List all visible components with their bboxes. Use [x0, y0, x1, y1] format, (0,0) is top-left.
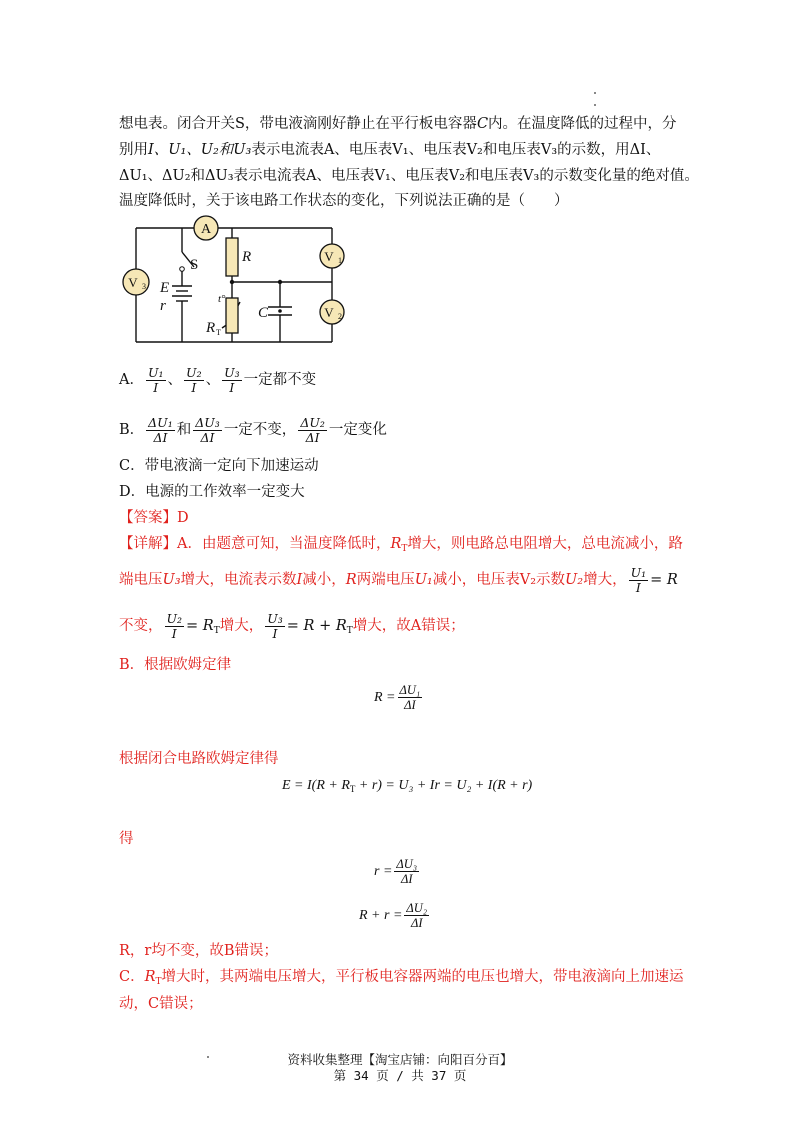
v1-label: V	[324, 249, 334, 264]
detail-b-1: B．根据欧姆定律	[119, 657, 232, 673]
question-line-4: 温度降低时，关于该电路工作状态的变化，下列说法正确的是（ ）	[119, 193, 569, 209]
question-line-2: 别用I、U₁、U₂和U₃表示电流表A、电压表V₁、电压表V₂和电压表V₃的示数，用ΔI、	[119, 142, 661, 158]
circuit-diagram	[118, 212, 358, 352]
question-line-1: 想电表。闭合开关S，带电液滴刚好静止在平行板电容器C内。在温度降低的过程中，分	[119, 116, 677, 132]
emf-label: E	[160, 280, 170, 296]
thermistor-sub: T	[216, 328, 221, 337]
option-a: A． $\frac{\text{U₁}}{I}$ 、 $\frac{\text{U₂}}{I}$ 、 $\frac{\text{U₃}}{I}$ 一定都不变	[119, 364, 317, 395]
equation-r-internal: r = $\frac{\text{ΔU₃}}{\Delta I}$	[374, 857, 418, 887]
option-d: D．电源的工作效率一定变大	[119, 484, 305, 500]
internal-resistance-label: r	[160, 298, 166, 314]
option-b: B． $\frac{\text{ΔU₁}}{\Delta I}$ 和 $\frac{\text{ΔU₃}}{\Delta I}$ 一定不变， $\frac{\text{ΔU₂}}{\Delta I}$ 一定变化	[119, 414, 387, 445]
v3-label: V	[128, 275, 138, 290]
question-line-3: ΔU₁、ΔU₂和ΔU₃表示电流表A、电压表V₁、电压表V₂和电压表V₃的示数变化量的绝对值。	[119, 168, 699, 184]
v3-sub: 3	[142, 282, 146, 291]
option-c: C．带电液滴一定向下加速运动	[119, 458, 319, 474]
switch-contact	[180, 267, 185, 272]
equation-closed-circuit: $E = I(R + R_T + r) = U_3 + Ir = U_2 + I(R + r)$	[282, 778, 533, 794]
detail-b-4: R，r均不变，故B错误；	[119, 943, 279, 959]
scan-dot	[594, 92, 596, 94]
detail-line-1: 【详解】A．由题意可知，当温度降低时，$R_T$增大，则电路总电阻增大，总电流减小，路	[119, 536, 683, 554]
temperature-label: t°	[218, 293, 226, 305]
answer-label: 【答案】D	[119, 510, 189, 526]
scan-dot	[594, 104, 596, 106]
thermistor-rt	[226, 298, 238, 333]
equation-r: R = $\frac{\text{ΔU₁}}{\Delta I}$	[374, 683, 421, 713]
resistor-r	[226, 238, 238, 276]
charged-droplet	[278, 309, 282, 313]
capacitor-label: C	[258, 305, 269, 321]
v2-label: V	[324, 305, 334, 320]
equation-r-plus-r: R + r = $\frac{\text{ΔU₂}}{\Delta I}$	[359, 901, 428, 931]
junction	[278, 280, 282, 284]
resistor-label: R	[242, 249, 252, 265]
detail-line-2: 端电压U₃增大，电流表示数I减小，R两端电压U₁减小，电压表V₂示数U₂增大， $\frac{\text{U₁}}{I}$ = R	[119, 564, 678, 595]
footer-shop: 资料收集整理【淘宝店铺：向阳百分百】	[287, 1052, 513, 1067]
detail-line-3: 不变， $\frac{\text{U₂}}{I}$ = $R_T$增大， $\frac{\text{U₃}}{I}$ = $R + R_T$增大，故A错误；	[119, 610, 465, 641]
v1-sub: 1	[338, 256, 342, 265]
detail-b-2: 根据闭合电路欧姆定律得	[119, 751, 279, 767]
thermistor-label: R	[206, 320, 216, 336]
v2-sub: 2	[338, 312, 342, 321]
ammeter-label: A	[200, 222, 212, 237]
detail-b-3: 得	[119, 831, 134, 847]
detail-c-2: 动，C错误；	[119, 996, 203, 1012]
switch-label: S	[190, 257, 199, 273]
footer-page-number: 第 34 页 / 共 37 页	[333, 1068, 467, 1083]
junction	[230, 280, 234, 284]
detail-c-1: C．$R_T$增大时，其两端电压增大，平行板电容器两端的电压也增大，带电液滴向上加速运	[119, 969, 684, 987]
